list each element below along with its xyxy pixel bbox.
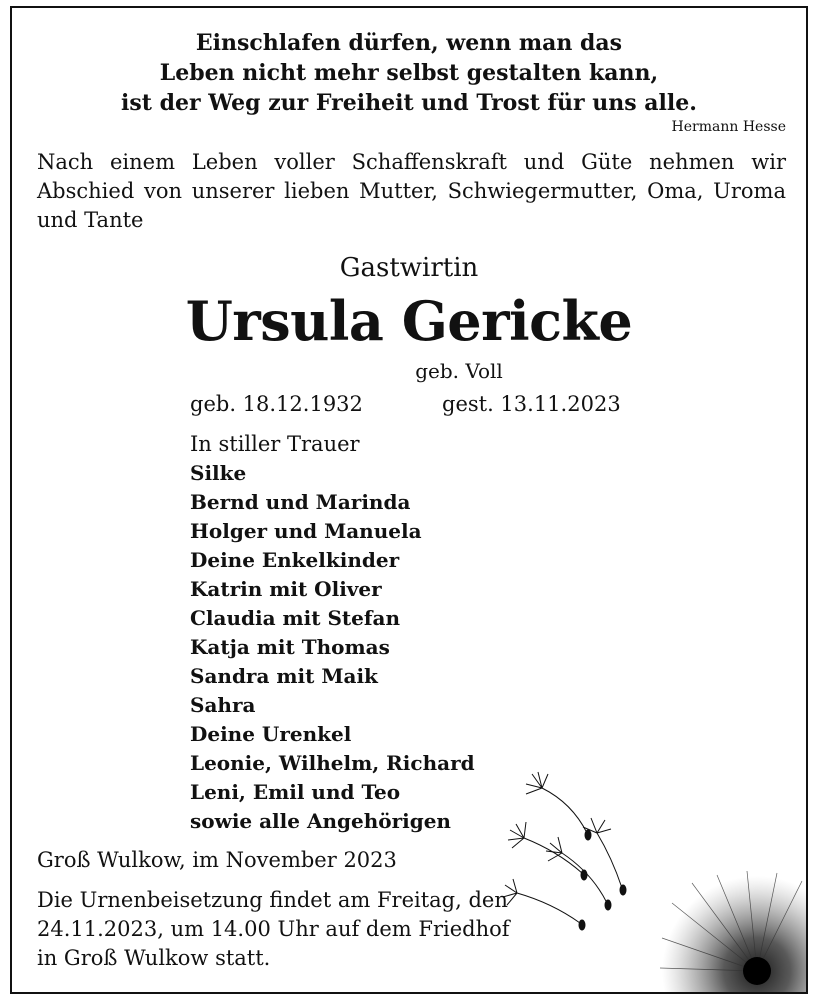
motto-line: ist der Weg zur Freiheit und Trost für uns alle. [121,90,697,116]
funeral-line: in Groß Wulkow statt. [37,946,271,970]
death-date: gest. 13.11.2023 [442,392,621,416]
mourners-list [190,459,475,836]
motto-line: Leben nicht mehr selbst gestalten kann, [159,60,659,86]
funeral-notice [37,886,537,973]
profession: Gastwirtin [339,253,479,283]
mourning-label: In stiller Trauer [190,432,360,456]
deceased-name: Ursula Gericke [185,289,633,353]
maiden-name: geb. Voll [415,359,503,383]
dandelion-icon [502,763,806,992]
list-item: Holger und Manuela [190,519,422,543]
birth-date: geb. 18.12.1932 [190,392,363,416]
list-item: Katja mit Thomas [190,635,390,659]
motto-quote [12,28,806,118]
place-date: Groß Wulkow, im November 2023 [37,848,397,872]
quote-author: Hermann Hesse [671,119,786,135]
list-item: Katrin mit Oliver [190,577,382,601]
list-item: Bernd und Marinda [190,490,411,514]
list-item: Deine Enkelkinder [190,548,400,572]
funeral-line: 24.11.2023, um 14.00 Uhr auf dem Friedhof [37,917,510,941]
list-item: Leni, Emil und Teo [190,780,401,804]
list-item: Claudia mit Stefan [190,606,400,630]
motto-line: Einschlafen dürfen, wenn man das [195,30,623,56]
list-item: sowie alle Angehörigen [190,809,451,833]
list-item: Deine Urenkel [190,722,352,746]
list-item: Leonie, Wilhelm, Richard [190,751,475,775]
list-item: Sahra [190,693,256,717]
list-item: Sandra mit Maik [190,664,378,688]
list-item: Silke [190,461,247,485]
obituary-frame [10,6,808,994]
funeral-line: Die Urnenbeisetzung findet am Freitag, den [37,888,508,912]
intro-text: Nach einem Leben voller Schaffenskraft und Güte nehmen wir Abschied von unserer lieben Mutter, Schwiegermutter, Oma, Uroma und Tante [37,150,786,232]
